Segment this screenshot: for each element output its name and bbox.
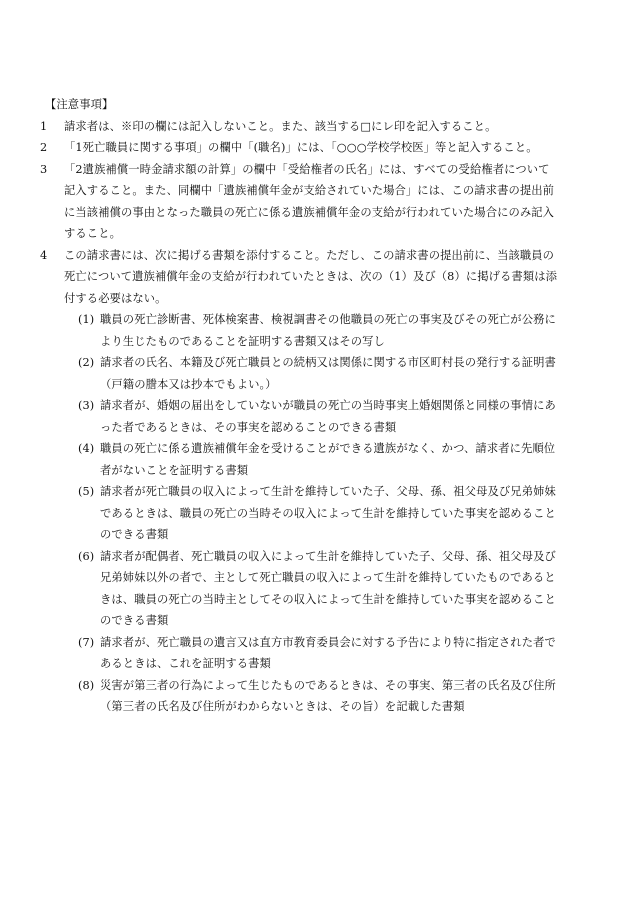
attachment-item-2 <box>78 352 556 395</box>
attachment-item-6 <box>78 546 556 632</box>
note-text: 請求者は、※印の欄には記入しないこと。また、該当する□にレ印を記入すること。 <box>64 119 497 133</box>
attachment-number: (2) <box>78 356 95 369</box>
attachment-item-4 <box>78 438 556 481</box>
attachment-number: (1) <box>78 313 95 326</box>
note-number: 3 <box>40 162 48 176</box>
note-item-4 <box>40 245 560 310</box>
attachment-number: (7) <box>78 635 95 649</box>
attachment-number: (8) <box>78 678 95 692</box>
attachment-item-3 <box>78 395 556 438</box>
attachment-text: 請求者が死亡職員の収入によって生計を維持していた子、父母、孫、祖父母及び兄弟姉妹であるときは、職員の死亡の当時その収入によって生計を維持していた事実を認めることのできる書類 <box>100 485 556 541</box>
attachment-text: 請求者が、婚姻の届出をしていないが職員の死亡の当時事実上婚姻関係と同様の事情にあった者であるときは、その事実を認めることのできる書類 <box>100 399 556 434</box>
note-item-3 <box>40 159 560 245</box>
attachment-number: (4) <box>78 442 95 455</box>
notes-section <box>40 94 560 718</box>
attachment-text: 災害が第三者の行為によって生じたものであるときは、その事実、第三者の氏名及び住所（第三者の氏名及び住所がわからないときは、その旨）を記載した書類 <box>100 678 556 713</box>
notes-heading: 【注意事項】 <box>45 98 114 111</box>
note-number: 2 <box>40 141 48 154</box>
attachment-text: 請求者の氏名、本籍及び死亡職員との続柄又は関係に関する市区町村長の発行する証明書（戸籍の謄本又は抄本でもよい。） <box>100 356 556 391</box>
attachment-item-5 <box>78 481 556 546</box>
note-text: この請求書には、次に掲げる書類を添付すること。ただし、この請求書の提出前に、当該職員の死亡について遺族補償年金の支給が行われていたときは、次の（1）及び（8）に掲げる書類は添付する必要はない。 <box>64 248 558 305</box>
attachment-item-7 <box>78 632 556 675</box>
note-item-1 <box>40 116 560 138</box>
attachment-text: 職員の死亡に係る遺族補償年金を受けることができる遺族がなく、かつ、請求者に先順位者がないことを証明する書類 <box>100 442 556 477</box>
attachment-number: (3) <box>78 399 95 412</box>
note-item-2 <box>40 137 560 159</box>
attachment-text: 請求者が配偶者、死亡職員の収入によって生計を維持していた子、父母、孫、祖父母及び兄弟姉妹以外の者で、主として死亡職員の収入によって生計を維持していたものであるときは、職員の死亡の当時主としてその収入によって生計を維持していた事実を認めることのできる書類 <box>100 549 556 627</box>
attachment-item-8 <box>78 675 556 718</box>
attachment-item-1 <box>78 309 556 352</box>
attachment-list <box>78 309 556 718</box>
attachment-number: (6) <box>78 549 95 563</box>
note-text: 「2遺族補償一時金請求額の計算」の欄中「受給権者の氏名」には、すべての受給権者について記入すること。また、同欄中「遺族補償年金が支給されていた場合」には、この請求書の提出前に当該補償の事由となった職員の死亡に係る遺族補償年金の支給が行われていた場合にのみ記入すること。 <box>64 162 555 240</box>
attachment-number: (5) <box>78 485 95 498</box>
attachment-text: 職員の死亡診断書、死体検案書、検視調書その他職員の死亡の事実及びその死亡が公務により生じたものであることを証明する書類又はその写し <box>100 313 556 348</box>
note-number: 1 <box>40 119 48 133</box>
note-text: 「1死亡職員に関する事項」の欄中「(職名)」には、「○○○学校学校医」等と記入すること。 <box>64 141 538 154</box>
attachment-text: 請求者が、死亡職員の遺言又は直方市教育委員会に対する予告により特に指定された者であるときは、これを証明する書類 <box>100 635 556 670</box>
note-number: 4 <box>40 248 48 262</box>
